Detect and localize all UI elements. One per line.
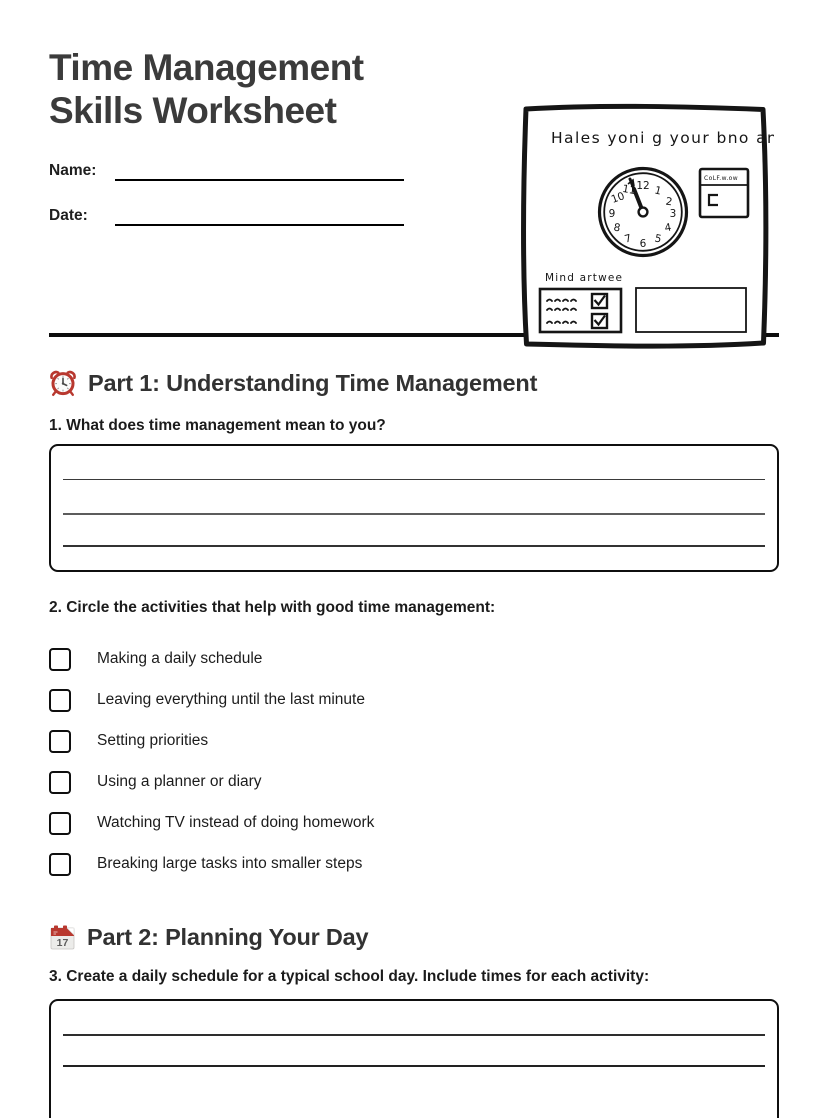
sketch-caption: Hales yoni g your bno ank:: [551, 129, 774, 147]
write-line: [63, 1034, 765, 1036]
name-label: Name:: [49, 162, 97, 179]
part1-heading-text: Part 1: Understanding Time Management: [88, 369, 538, 396]
checkbox[interactable]: [49, 771, 71, 794]
checklist-item: [49, 852, 779, 876]
checkbox-label: Setting priorities: [97, 732, 209, 749]
page-title-line2: Skills Worksheet: [49, 90, 337, 131]
clock-num: 12: [636, 180, 650, 192]
checkbox[interactable]: [49, 689, 71, 712]
write-line: [63, 545, 765, 547]
calendar-icon: [49, 924, 76, 951]
clock-num: 7: [623, 232, 633, 246]
clock-num: 8: [612, 221, 622, 235]
checkbox-label: Watching TV instead of doing homework: [97, 814, 375, 831]
mini-calendar-label: CoLF.w.ow: [704, 175, 739, 182]
part1-heading: [49, 369, 779, 397]
clock-num: 6: [639, 238, 647, 250]
write-line: [63, 513, 765, 515]
sketch-illustration-svg: [515, 100, 774, 353]
part2-heading: [49, 924, 779, 951]
checkbox[interactable]: [49, 730, 71, 753]
checklist-item: [49, 770, 779, 794]
activities-checklist: [49, 647, 779, 876]
checklist-item: [49, 811, 779, 835]
clock-num: 4: [663, 221, 673, 235]
answer-box-q1[interactable]: [49, 444, 779, 572]
notes-label: Mind artwee: [545, 272, 624, 284]
clock-center: [639, 208, 648, 217]
checkbox-label: Breaking large tasks into smaller steps: [97, 855, 363, 872]
checklist-item: [49, 688, 779, 712]
question-3: 3. Create a daily schedule for a typical school day. Include times for each activity:: [49, 968, 650, 985]
worksheet-illustration: [515, 100, 774, 353]
clock-num: 5: [653, 232, 663, 246]
part2-heading-text: Part 2: Planning Your Day: [87, 924, 369, 950]
checkbox-label: Making a daily schedule: [97, 650, 263, 667]
calendar-day-number: 17: [56, 937, 69, 949]
clock-num: 9: [608, 208, 616, 220]
checkbox[interactable]: [49, 648, 71, 671]
date-label: Date:: [49, 207, 88, 224]
checklist-item: [49, 729, 779, 753]
checkbox[interactable]: [49, 853, 71, 876]
write-line: [63, 479, 765, 480]
write-line: [63, 1065, 765, 1067]
name-field[interactable]: [115, 161, 404, 181]
date-field[interactable]: [115, 206, 404, 226]
question-2: 2. Circle the activities that help with good time management:: [49, 599, 496, 616]
clock-num: 10: [609, 190, 627, 206]
checklist-item: [49, 647, 779, 671]
answer-box-q3[interactable]: [49, 999, 779, 1118]
question-1: 1. What does time management mean to you?: [49, 417, 386, 434]
clock-num: 11: [621, 182, 637, 198]
page-title-line1: Time Management: [49, 47, 364, 88]
checkbox[interactable]: [49, 812, 71, 835]
clock-sketch: [600, 169, 687, 256]
checkbox-label: Leaving everything until the last minute: [97, 691, 365, 708]
clock-num: 2: [664, 195, 674, 209]
checkbox-label: Using a planner or diary: [97, 773, 262, 790]
alarm-clock-icon: [49, 369, 77, 397]
clock-num: 1: [653, 184, 663, 198]
clock-num: 3: [669, 208, 677, 220]
